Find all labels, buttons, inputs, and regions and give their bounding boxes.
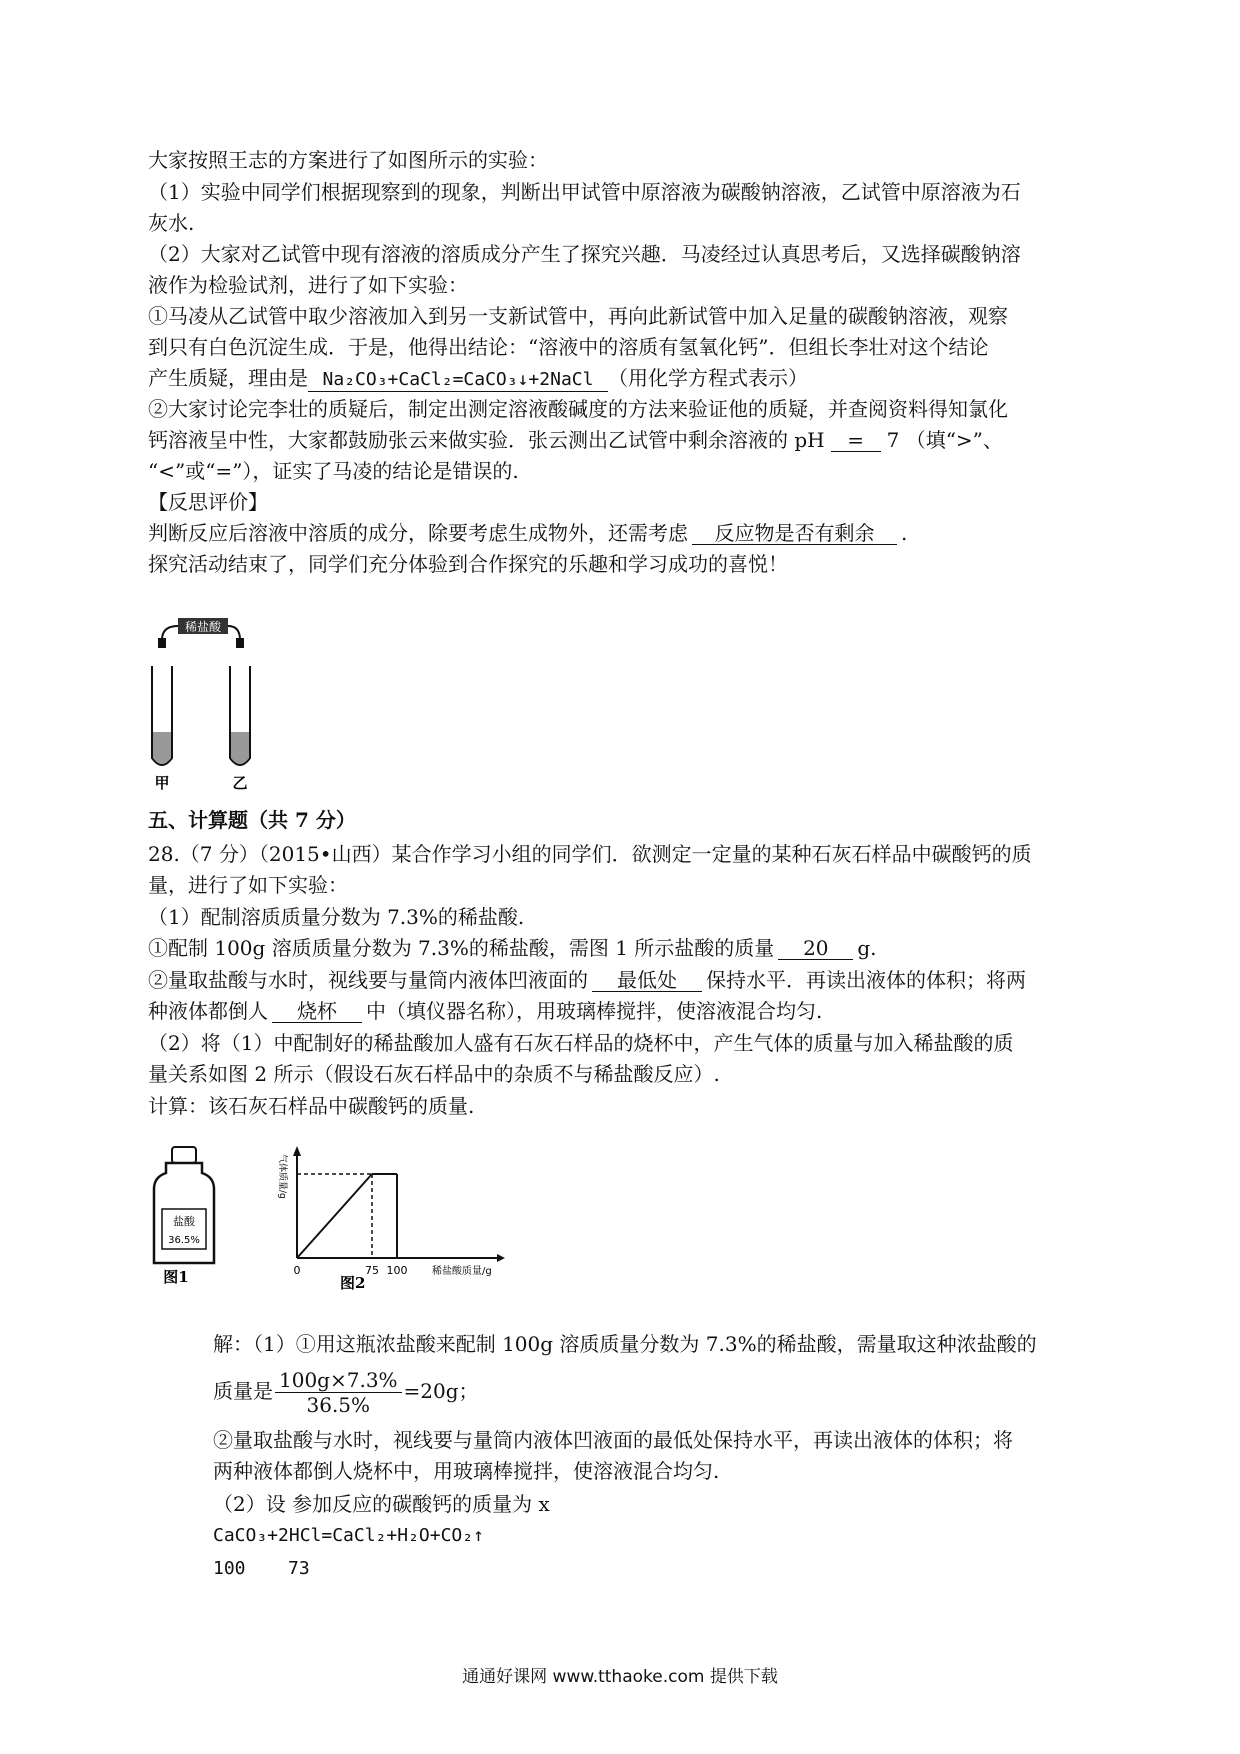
fraction-denominator: 36.5% xyxy=(306,1393,371,1417)
text: . xyxy=(901,521,908,545)
dropper-left-icon xyxy=(158,638,166,648)
q28-line5 xyxy=(148,966,1026,994)
paragraph-intro: 大家按照王志的方案进行了如图所示的实验： xyxy=(148,148,548,172)
reflect-heading: 【反思评价】 xyxy=(148,490,268,514)
figure2-caption: 图2 xyxy=(340,1274,366,1290)
solution-line4: 两种液体都倒人烧杯中，用玻璃棒搅拌，使溶液混合均匀. xyxy=(213,1459,720,1483)
paragraph-step2-line2 xyxy=(148,426,1003,454)
x-tick-100: 100 xyxy=(386,1264,408,1277)
q28-line4 xyxy=(148,934,876,962)
test-tubes-figure xyxy=(148,612,258,792)
text: g. xyxy=(857,936,877,960)
paragraph-step1-line3 xyxy=(148,364,808,392)
liquid-left xyxy=(153,732,171,764)
x-axis-arrow-icon xyxy=(497,1254,505,1262)
solution-ratio-100: 100 xyxy=(213,1558,246,1579)
paragraph-q2-line2: 液作为检验试剂，进行了如下实验： xyxy=(148,273,468,297)
reagent-label: 稀盐酸 xyxy=(184,620,222,634)
bottle-figure xyxy=(148,1145,220,1285)
text: 种液体都倒人 xyxy=(148,999,268,1023)
text: 钙溶液呈中性，大家都鼓励张云来做实验．张云测出乙试管中剩余溶液的 pH xyxy=(148,428,825,452)
solution-line1: 解：（1）①用这瓶浓盐酸来配制 100g 溶质质量分数为 7.3%的稀盐酸，需量取这种浓盐酸的 xyxy=(213,1332,1037,1356)
figure1-caption: 图1 xyxy=(163,1268,189,1285)
y-axis-label: 气体质量/g xyxy=(277,1154,287,1199)
q28-line1: 28.（7 分）（2015•山西）某合作学习小组的同学们．欲测定一定量的某种石灰石样品中碳酸钙的质 xyxy=(148,842,1032,866)
tube-label-jia: 甲 xyxy=(154,774,170,792)
solution-line5: （2）设 参加反应的碳酸钙的质量为 x xyxy=(213,1492,550,1516)
solution-equation: CaCO₃+2HCl=CaCl₂+H₂O+CO₂↑ xyxy=(213,1525,484,1546)
liquid-right xyxy=(231,732,249,764)
q28-line7: （2）将（1）中配制好的稀盐酸加人盛有石灰石样品的烧杯中，产生气体的质量与加入稀盐酸的质 xyxy=(148,1031,1014,1055)
solution-ratio-73: 73 xyxy=(288,1558,310,1579)
text: =20g； xyxy=(403,1379,479,1403)
paragraph-step1-line2: 到只有白色沉淀生成．于是，他得出结论：“溶液中的溶质有氢氧化钙”．但组长李壮对这个结论 xyxy=(148,335,989,359)
answer-blank-equation: Na₂CO₃+CaCl₂=CaCO₃↓+2NaCl xyxy=(308,369,608,392)
fraction-numerator: 100g×7.3% xyxy=(275,1368,402,1393)
bottle-label-name: 盐酸 xyxy=(173,1215,195,1228)
solution-line2 xyxy=(213,1366,479,1417)
q28-line9: 计算：该石灰石样品中碳酸钙的质量. xyxy=(148,1094,475,1118)
bottle-cap-icon xyxy=(172,1147,196,1163)
paragraph-step2-line3: “<”或“=”），证实了马凌的结论是错误的. xyxy=(148,459,519,483)
paragraph-reflect xyxy=(148,519,907,547)
text: 中（填仪器名称），用玻璃棒搅拌，使溶液混合均匀. xyxy=(366,999,823,1023)
q28-line3: （1）配制溶质质量分数为 7.3%的稀盐酸. xyxy=(148,905,525,929)
paragraph-q1-line2: 灰水. xyxy=(148,211,195,235)
tube-label-yi: 乙 xyxy=(232,774,248,792)
series-line-rise xyxy=(297,1174,372,1258)
text: 7 （填“>”、 xyxy=(886,428,1003,452)
dropper-right-line xyxy=(228,626,240,640)
text: 质量是 xyxy=(213,1379,273,1403)
fraction xyxy=(275,1368,402,1417)
x-tick-75: 75 xyxy=(365,1264,379,1277)
bottle-label-concentration: 36.5% xyxy=(168,1235,200,1246)
section-heading: 五、计算题（共 7 分） xyxy=(148,808,356,832)
answer-blank-lowest: 最低处 xyxy=(592,969,702,992)
text: ②量取盐酸与水时，视线要与量筒内液体凹液面的 xyxy=(148,968,588,992)
q28-line6 xyxy=(148,997,822,1025)
text: 保持水平．再读出液体的体积；将两 xyxy=(706,968,1026,992)
dropper-right-icon xyxy=(236,638,244,648)
y-axis-arrow-icon xyxy=(293,1146,301,1156)
text: 判断反应后溶液中溶质的成分，除要考虑生成物外，还需考虑 xyxy=(148,521,688,545)
paragraph-q2-line1: （2）大家对乙试管中现有溶液的溶质成分产生了探究兴趣．马凌经过认真思考后，又选择碳酸钠溶 xyxy=(148,242,1021,266)
paragraph-closing: 探究活动结束了，同学们充分体验到合作探究的乐趣和学习成功的喜悦！ xyxy=(148,552,788,576)
gas-mass-chart xyxy=(262,1140,512,1290)
answer-blank-mass: 20 xyxy=(778,937,853,960)
solution-line3: ②量取盐酸与水时，视线要与量筒内液体凹液面的最低处保持水平，再读出液体的体积；将 xyxy=(213,1428,1013,1452)
page-footer: 通通好课网 www.tthaoke.com 提供下载 xyxy=(462,1667,778,1687)
text: （用化学方程式表示） xyxy=(608,366,808,390)
answer-blank-reflect: 反应物是否有剩余 xyxy=(692,522,897,545)
paragraph-step1-line1: ①马凌从乙试管中取少溶液加入到另一支新试管中，再向此新试管中加入足量的碳酸钠溶液，观察 xyxy=(148,304,1008,328)
paragraph-step2-line1: ②大家讨论完李壮的质疑后，制定出测定溶液酸碱度的方法来验证他的质疑，并查阅资料得知氯化 xyxy=(148,397,1008,421)
q28-line2: 量，进行了如下实验： xyxy=(148,873,348,897)
paragraph-q1-line1: （1）实验中同学们根据现察到的现象，判断出甲试管中原溶液为碳酸钠溶液，乙试管中原溶液为石 xyxy=(148,180,1021,204)
q28-line8: 量关系如图 2 所示（假设石灰石样品中的杂质不与稀盐酸反应）. xyxy=(148,1062,720,1086)
answer-blank-ph: = xyxy=(831,429,881,452)
x-tick-0: 0 xyxy=(293,1264,301,1277)
x-axis-label: 稀盐酸质量/g xyxy=(432,1266,492,1277)
text: ①配制 100g 溶质质量分数为 7.3%的稀盐酸，需图 1 所示盐酸的质量 xyxy=(148,936,775,960)
text: 产生质疑，理由是 xyxy=(148,366,308,390)
dropper-left-line xyxy=(162,626,178,640)
answer-blank-beaker: 烧杯 xyxy=(272,1000,362,1023)
